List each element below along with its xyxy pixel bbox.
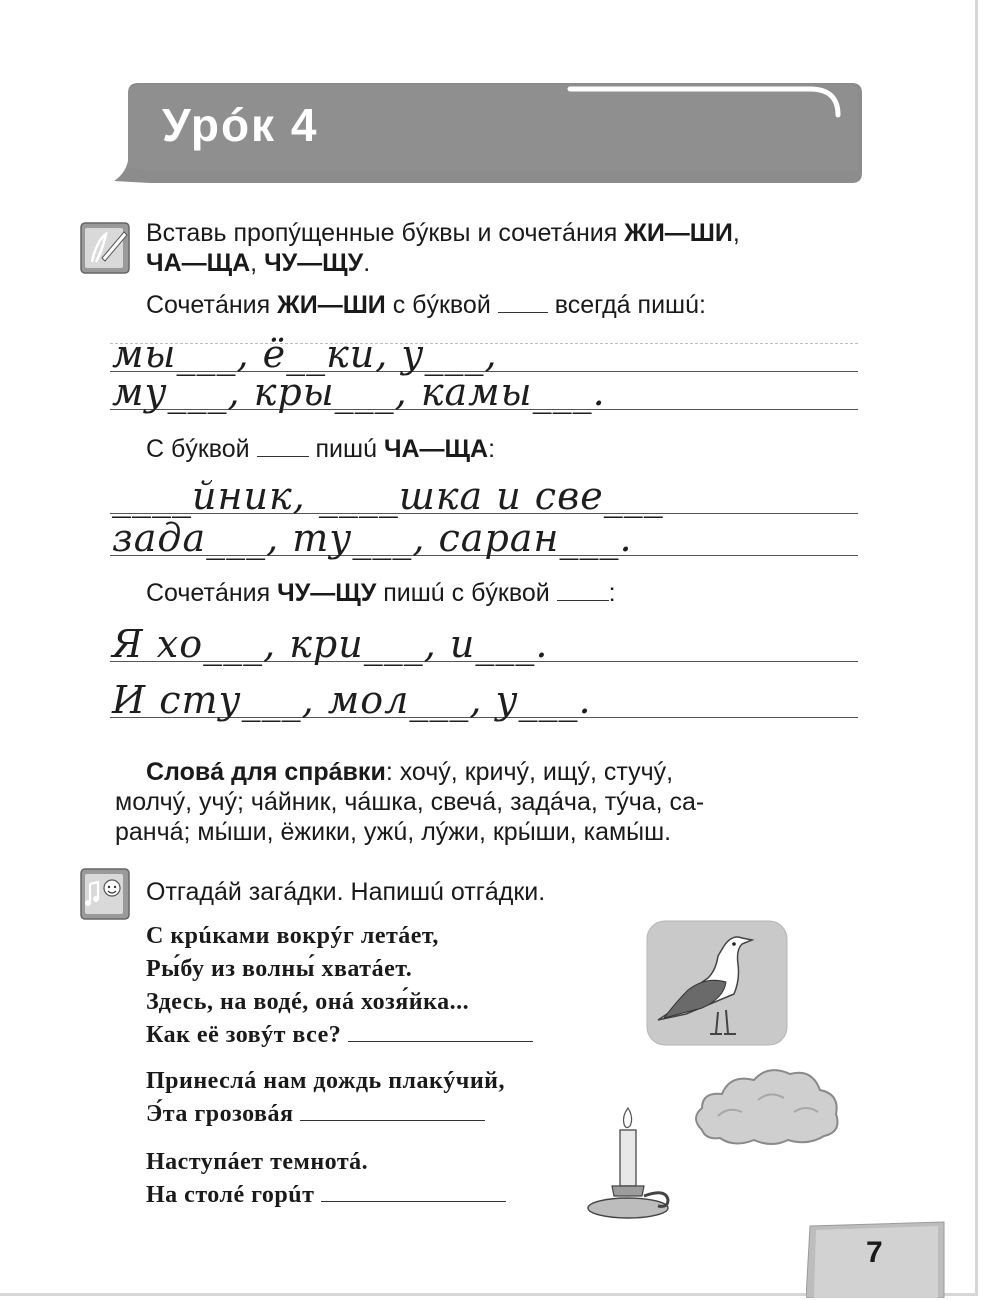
rule2-blank[interactable] [257, 434, 309, 457]
cloud-icon [688, 1060, 844, 1148]
riddle-3: Наступáет темнотá. На столé горúт [146, 1146, 506, 1212]
handwriting-row-5[interactable]: Я хо___, кри___, и___. [110, 608, 858, 666]
rule3: Сочетáния ЧУ—ЩУ пишú с бýквой : [146, 579, 616, 607]
riddle-1: С крúками вокрýг летáет, Ры́бу из волны́ хватáет. Здесь, на водé, онá хозя́йка... Как её зовýт все? [146, 920, 533, 1052]
riddle-1-answer[interactable] [348, 1027, 533, 1042]
handwriting-row-6[interactable]: И сту___, мол___, у___. [110, 664, 858, 722]
candle-icon [582, 1104, 674, 1222]
lesson-title: Урóк 4 [162, 99, 319, 151]
handwriting-row-3[interactable]: ____йник, ____шка и све___ [110, 460, 858, 518]
rule1-blank[interactable] [498, 290, 548, 313]
page-number: 7 [866, 1236, 883, 1269]
handwriting-row-2[interactable]: му___, кры___, камы___. [110, 356, 858, 414]
rule3-blank[interactable] [557, 578, 609, 601]
reference-words: Словá для спрáвки: хочý, кричý, ищý, стучý, молчý, учý; чáйник, чáшка, свечá, задáча, тýча, са- ранчá; мы́ши, ёжики, ужú, лýжи, кры́ши, камы́ш. [115, 758, 705, 846]
handwriting-row-4[interactable]: зада___, ту___, саран___. [110, 502, 858, 560]
handwriting-row-1[interactable]: мы___, ё__ки, у___, [110, 318, 858, 376]
rule1: Сочетáния ЖИ—ШИ с бýквой всегдá пишú: [146, 291, 706, 319]
pen-icon [80, 222, 130, 274]
rule2: С бýквой пишú ЧА—ЩА: [146, 435, 496, 463]
riddle-2-answer[interactable] [300, 1106, 485, 1121]
riddle-3-answer[interactable] [321, 1187, 506, 1202]
riddle-icon [80, 868, 130, 920]
riddle-2: Принеслá нам дождь плакýчий, Э́та грозовáя [146, 1068, 505, 1127]
task2-instruction: Отгадáй загáдки. Напишú отгáдки. [146, 878, 546, 906]
seagull-icon [646, 920, 788, 1046]
task1-instruction: Вставь пропýщенные бýквы и сочетáния ЖИ—ШИ, ЧА—ЩА, ЧУ—ЩУ. [146, 219, 740, 277]
